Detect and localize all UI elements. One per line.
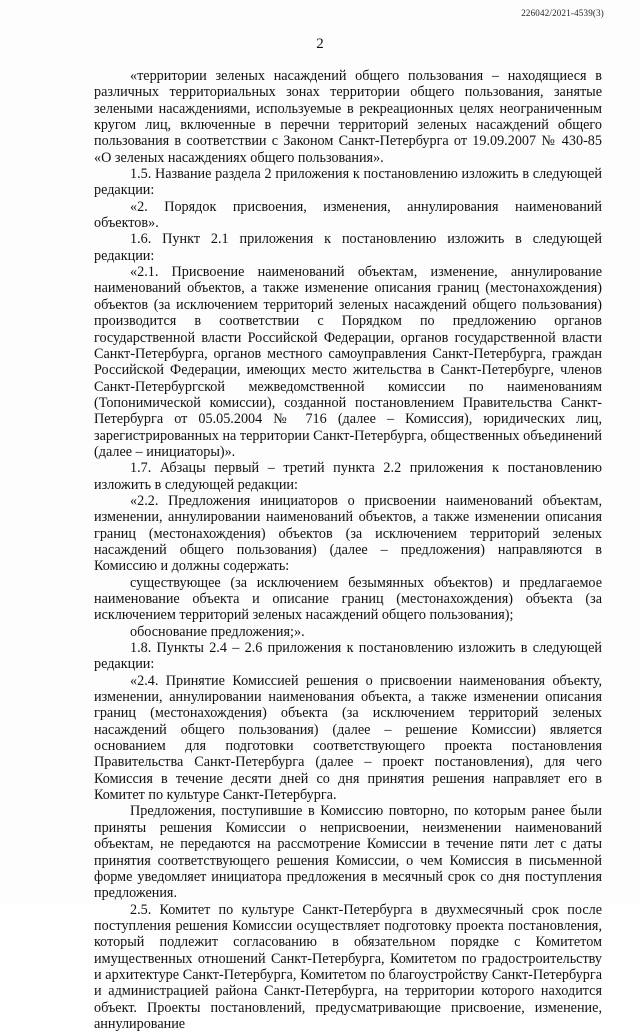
- paragraph: 1.5. Название раздела 2 приложения к постановлению изложить в следующей редакции:: [94, 166, 602, 199]
- paragraph: обоснование предложения;».: [130, 623, 305, 640]
- paragraph: 2.5. Комитет по культуре Санкт-Петербурга в двухмесячный срок после поступления решения Комиссии осуществляет подготовку проекта постановления, который подлежит согласованию в обязательном порядке с Комитетом имущественных отношений Санкт-Петербурга, Комитетом по градостроительству и архитектуре Санкт-Петербурга, Комитетом по благоустройству Санкт-Петербурга и администрацией района Санкт-Петербурга, на территории которого находится объект. Проекты постановлений, предусматривающие присвоение, изменение, аннулирование: [94, 901, 602, 1032]
- paragraph: «2.4. Принятие Комиссией решения о присвоении наименования объекту, изменении, аннулировании наименования объекта, а также изменении описания границ (местонахождения) объекта (за исключением территорий зеленых насаждений общего пользования) (далее – решение Комиссии) является основанием для подготовки соответствующего проекта постановления Правительства Санкт-Петербурга (далее – проект постановления), для чего Комиссия в течение десяти дней со дня принятия решения направляет его в Комитет по культуре Санкт-Петербурга.: [94, 672, 602, 804]
- paragraph: «территории зеленых насаждений общего пользования – находящиеся в различных территориальных зонах территории общего пользования, занятые зелеными насаждениями, используемые в рекреационных целях неограниченным кругом лиц, включенные в перечни территорий зеленых насаждений общего пользования в соответствии с Законом Санкт-Петербурга от 19.09.2007 № 430-85 «О зеленых насаждениях общего пользования».: [94, 68, 602, 166]
- paragraph: 1.7. Абзацы первый – третий пункта 2.2 приложения к постановлению изложить в следующей редакции:: [94, 460, 602, 493]
- paragraph: существующее (за исключением безымянных объектов) и предлагаемое наименование объекта и описание границ (местонахождения) объекта (за исключением территорий зеленых насаждений общего пользования);: [94, 574, 602, 624]
- paragraph: 1.6. Пункт 2.1 приложения к постановлению изложить в следующей редакции:: [94, 231, 602, 264]
- paragraph: «2.1. Присвоение наименований объектам, изменение, аннулирование наименований объектов, а также изменение описания границ (местонахождения) объектов (за исключением территорий зеленых насаждений общего пользования) производится в соответствии с Порядком по предложению органов государственной власти Российской Федерации, органов государственной власти Санкт-Петербурга, органов местного самоуправления Санкт-Петербурга, граждан Российской Федерации, имеющих место жительства в Санкт-Петербурге, членов Санкт-Петербургской межведомственной комиссии по наименованиям (Топонимической комиссии), созданной постановлением Правительства Санкт-Петербурга от 05.05.2004 № 716 (далее – Комиссия), юридических лиц, зарегистрированных на территории Санкт-Петербурга, общественных объединений (далее – инициаторы)».: [94, 264, 602, 460]
- paragraph: 1.8. Пункты 2.4 – 2.6 приложения к постановлению изложить в следующей редакции:: [94, 640, 602, 673]
- paragraph: «2.2. Предложения инициаторов о присвоении наименований объектам, изменении, аннулировании наименований объектов, а также изменении описания границ (местонахождения) объектов (за исключением территорий зеленых насаждений общего пользования) (далее – предложения) направляются в Комиссию и должны содержать:: [94, 492, 602, 575]
- document-body: [94, 68, 602, 1032]
- page-number: 2: [316, 36, 324, 52]
- paragraph: Предложения, поступившие в Комиссию повторно, по которым ранее были приняты решения Комиссии о неприсвоении, неизменении наименований объектам, не передаются на рассмотрение Комиссии в течение пяти лет с даты принятия соответствующего решения Комиссии, о чем Комиссия в письменной форме уведомляет инициатора предложения в месячный срок со дня поступления предложения.: [94, 803, 602, 902]
- document-number: 226042/2021-4539(3): [521, 8, 604, 18]
- paragraph: «2. Порядок присвоения, изменения, аннулирования наименований объектов».: [94, 198, 602, 232]
